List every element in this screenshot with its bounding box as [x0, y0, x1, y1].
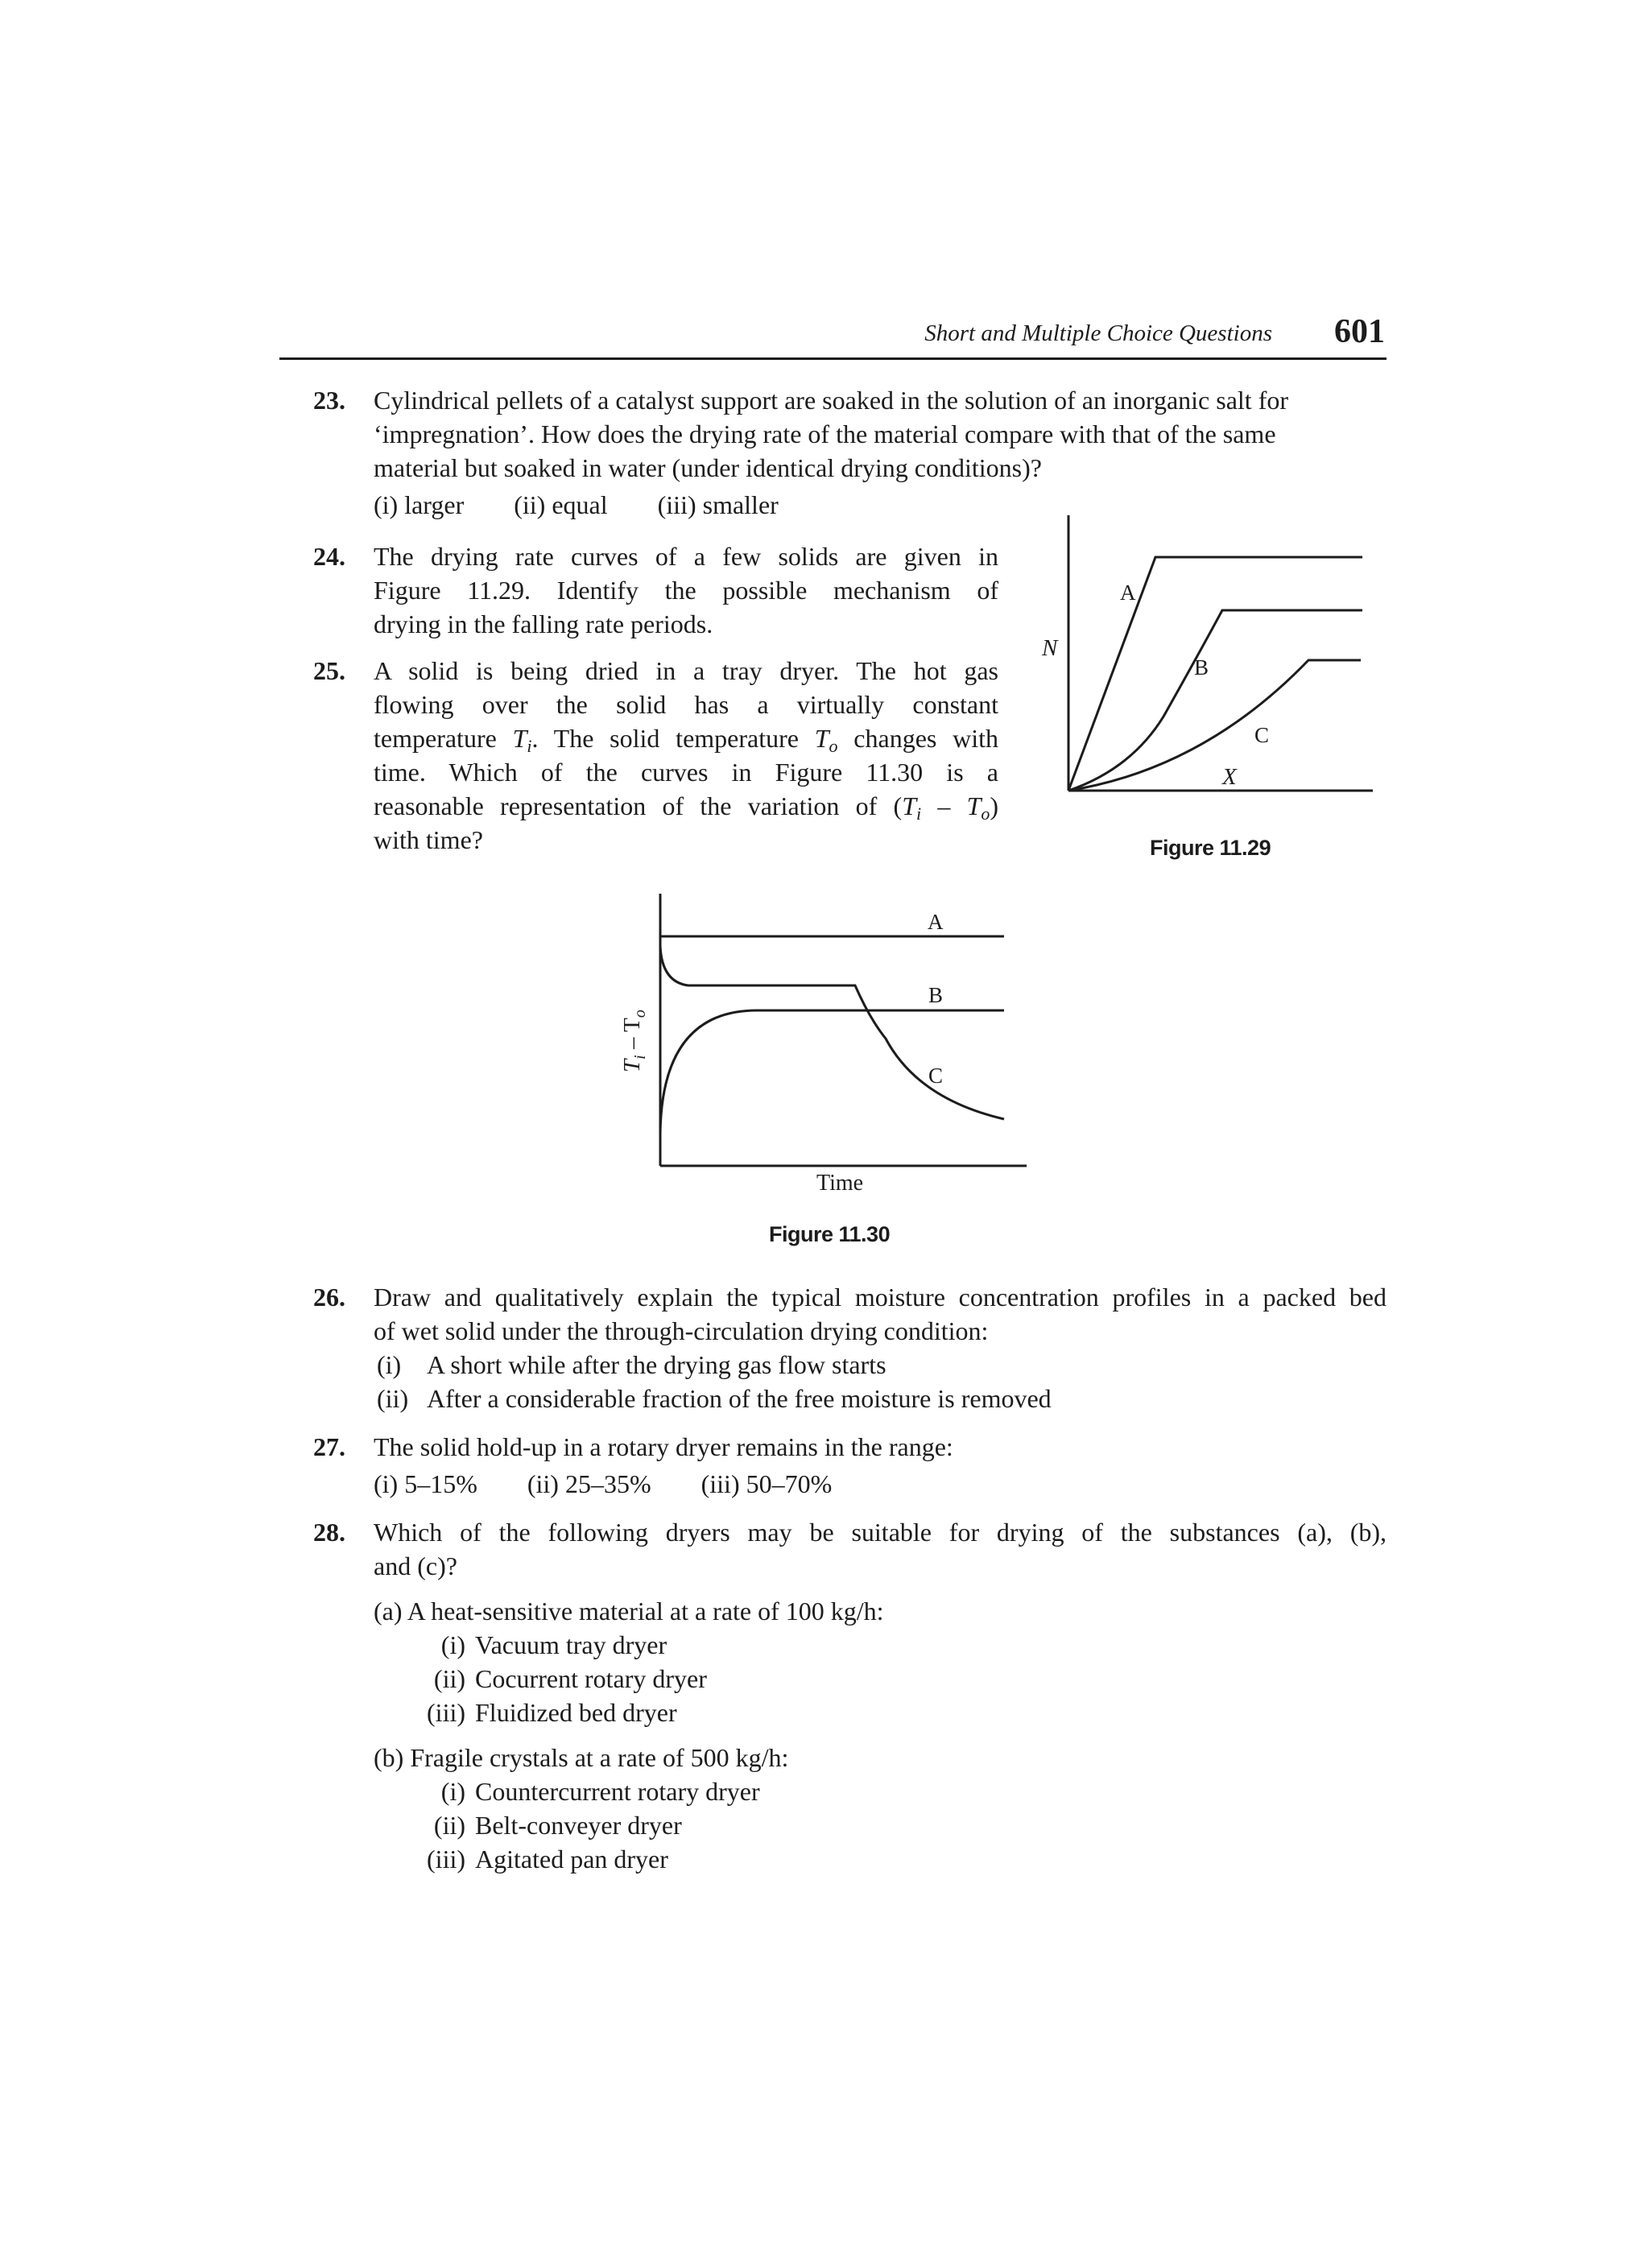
- question-28: [313, 1515, 1387, 1876]
- question-text-line: ‘impregnation’. How does the drying rate of the material compare with that of the same: [374, 419, 1276, 448]
- part-a-title: (a) A heat-sensitive material at a rate of 100 kg/h:: [374, 1597, 884, 1626]
- question-text-line: Figure 11.29. Identify the possible mechanism of: [374, 576, 998, 605]
- question-number: 25.: [313, 656, 345, 685]
- question-text-line: of wet solid under the through-circulation drying condition:: [374, 1316, 989, 1345]
- header-rule: [279, 357, 1387, 360]
- running-header-title: Short and Multiple Choice Questions: [924, 320, 1272, 346]
- question-26: [313, 1280, 1387, 1415]
- question-text-line: material but soaked in water (under identical drying conditions)?: [374, 453, 1042, 482]
- list-item: (i) Vacuum tray dryer: [440, 1630, 667, 1659]
- option: (ii) equal: [514, 490, 608, 519]
- curve-label-b: B: [928, 983, 944, 1007]
- curve-label-c: C: [1254, 723, 1270, 747]
- question-text-line: The solid hold-up in a rotary dryer remains in the range:: [374, 1432, 953, 1461]
- question-27: [313, 1430, 1387, 1501]
- y-axis-label: $T_i - T_o$: [619, 1010, 649, 1072]
- curve-label-a: A: [1120, 580, 1136, 605]
- curve-a: [1068, 557, 1362, 791]
- option: (iii) smaller: [657, 490, 779, 519]
- list-item: (i) Countercurrent rotary dryer: [440, 1777, 760, 1806]
- figure-11-30-caption: Figure 11.30: [769, 1222, 891, 1246]
- curve-c: [1068, 660, 1361, 791]
- curve-label-a: A: [928, 910, 944, 934]
- question-number: 28.: [313, 1518, 345, 1547]
- question-text-line: and (c)?: [374, 1551, 457, 1580]
- list-item: (iii) Fluidized bed dryer: [427, 1698, 677, 1727]
- option: (ii) 25–35%: [527, 1469, 651, 1498]
- figure-11-29-caption: Figure 11.29: [1150, 836, 1271, 860]
- question-25: [313, 654, 999, 857]
- curve-label-b: B: [1194, 655, 1209, 680]
- question-number: 24.: [313, 542, 345, 571]
- list-item: (ii) After a considerable fraction of the free moisture is removed: [377, 1384, 1052, 1413]
- curve-b: [660, 946, 1004, 1119]
- list-item: (iii) Agitated pan dryer: [427, 1845, 668, 1873]
- curve-label-c: C: [928, 1064, 944, 1088]
- figure-11-29: [1031, 499, 1385, 805]
- question-text-line: Draw and qualitatively explain the typical moisture concentration profiles in a packed bed: [374, 1283, 1387, 1312]
- page-number: 601: [1334, 313, 1385, 350]
- curve-b: [1068, 610, 1362, 791]
- answer-options: [374, 1467, 1387, 1501]
- question-text-line: with time?: [374, 825, 483, 854]
- question-number: 26.: [313, 1283, 345, 1312]
- question-text-line: drying in the falling rate periods.: [374, 609, 713, 638]
- list-item: (i) A short while after the drying gas flow starts: [377, 1350, 886, 1379]
- question-number: 23.: [313, 386, 345, 415]
- x-axis-label: X: [1222, 764, 1237, 790]
- question-text-line: reasonable representation of the variation of $(T_i - T_o)$: [374, 791, 999, 824]
- question-text-line: flowing over the solid has a virtually constant: [374, 690, 998, 719]
- question-24: [313, 539, 998, 641]
- question-text-line: Cylindrical pellets of a catalyst support are soaked in the solution of an inorganic salt for: [374, 386, 1288, 415]
- question-text-line: temperature $T_i$. The solid temperature $T_o$ changes with: [374, 724, 999, 756]
- list-item: (ii) Belt-conveyer dryer: [433, 1811, 682, 1840]
- curve-c: [660, 1010, 1004, 1134]
- question-text-line: time. Which of the curves in Figure 11.30 is a: [374, 758, 998, 787]
- option: (i) 5–15%: [374, 1469, 477, 1498]
- question-text-line: The drying rate curves of a few solids are given in: [374, 542, 998, 571]
- x-axis-label: Time: [816, 1171, 864, 1196]
- question-number: 27.: [313, 1432, 345, 1461]
- y-axis-label: N: [1042, 635, 1058, 661]
- question-text-line: A solid is being dried in a tray dryer. The hot gas: [374, 656, 998, 685]
- option: (i) larger: [374, 490, 465, 519]
- figure-11-30: [612, 886, 1031, 1208]
- list-item: (ii) Cocurrent rotary dryer: [433, 1664, 707, 1693]
- part-b-title: (b) Fragile crystals at a rate of 500 kg/h:: [374, 1743, 789, 1772]
- option: (iii) 50–70%: [701, 1469, 833, 1498]
- question-text-line: Which of the following dryers may be suitable for drying of the substances (a), (b),: [374, 1518, 1387, 1547]
